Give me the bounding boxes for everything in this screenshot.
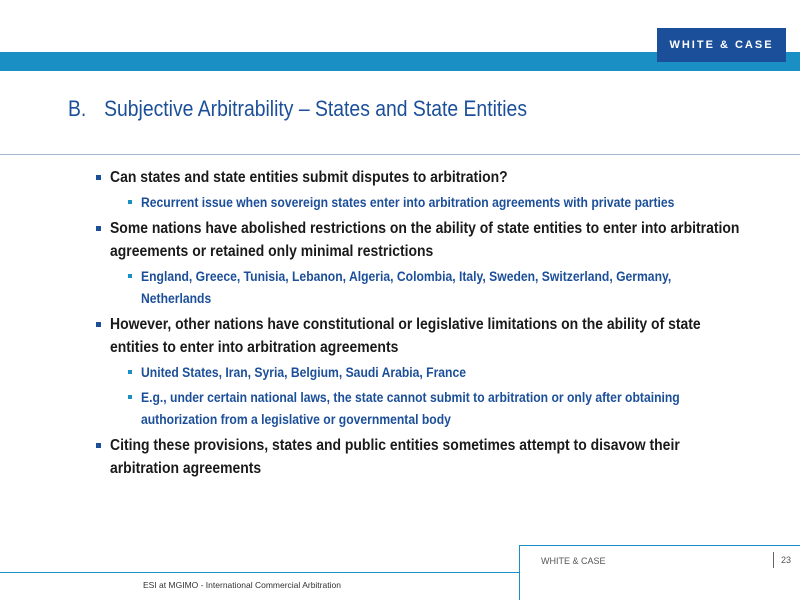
footer-caption: ESI at MGIMO - International Commercial Arbitration: [143, 580, 341, 590]
sub-bullet-item: [94, 387, 754, 431]
square-bullet-icon: [96, 226, 101, 231]
square-bullet-icon: [96, 443, 101, 448]
square-bullet-icon: [128, 274, 132, 278]
slide-title: [68, 96, 527, 122]
bullet-text: Can states and state entities submit disputes to arbitration?: [110, 169, 508, 186]
title-text: Subjective Arbitrability – States and State Entities: [104, 96, 528, 121]
bullet-text: Some nations have abolished restrictions on the ability of state entities to enter into arbitration agreements or retained only minimal restrictions: [110, 220, 740, 260]
white-case-logo: [657, 28, 786, 62]
sub-bullet-item: [94, 266, 754, 310]
sub-bullet-item: [94, 362, 754, 384]
bullet-list: [94, 166, 754, 483]
title-divider: [0, 154, 800, 155]
bullet-text: However, other nations have constitutional or legislative limitations on the ability of state entities to enter into arbitration agreements: [110, 316, 701, 356]
sub-bullet-text: United States, Iran, Syria, Belgium, Saudi Arabia, France: [141, 365, 466, 380]
bullet-item: [94, 434, 754, 480]
sub-bullet-text: England, Greece, Tunisia, Lebanon, Algeria, Colombia, Italy, Sweden, Switzerland, Germany, Netherlands: [141, 269, 672, 306]
logo-text: WHITE & CASE: [669, 39, 774, 51]
sub-bullet-item: [94, 192, 754, 214]
page-number-separator: [773, 552, 774, 568]
square-bullet-icon: [128, 395, 132, 399]
square-bullet-icon: [128, 200, 132, 204]
footer-brand: WHITE & CASE: [541, 556, 606, 566]
square-bullet-icon: [128, 370, 132, 374]
footer-divider: [520, 545, 800, 546]
square-bullet-icon: [96, 175, 101, 180]
page-number: 23: [781, 555, 792, 565]
sub-bullet-text: Recurrent issue when sovereign states enter into arbitration agreements with private parties: [141, 195, 675, 210]
square-bullet-icon: [96, 322, 101, 327]
sub-bullet-text: E.g., under certain national laws, the state cannot submit to arbitration or only after obtaining authorization from a legislative or governmental body: [141, 390, 680, 427]
footer-divider: [519, 545, 520, 573]
bullet-item: [94, 217, 754, 263]
section-letter: B.: [68, 96, 87, 121]
bullet-text: Citing these provisions, states and public entities sometimes attempt to disavow their arbitration agreements: [110, 437, 680, 477]
bullet-item: [94, 166, 754, 189]
bullet-item: [94, 313, 754, 359]
